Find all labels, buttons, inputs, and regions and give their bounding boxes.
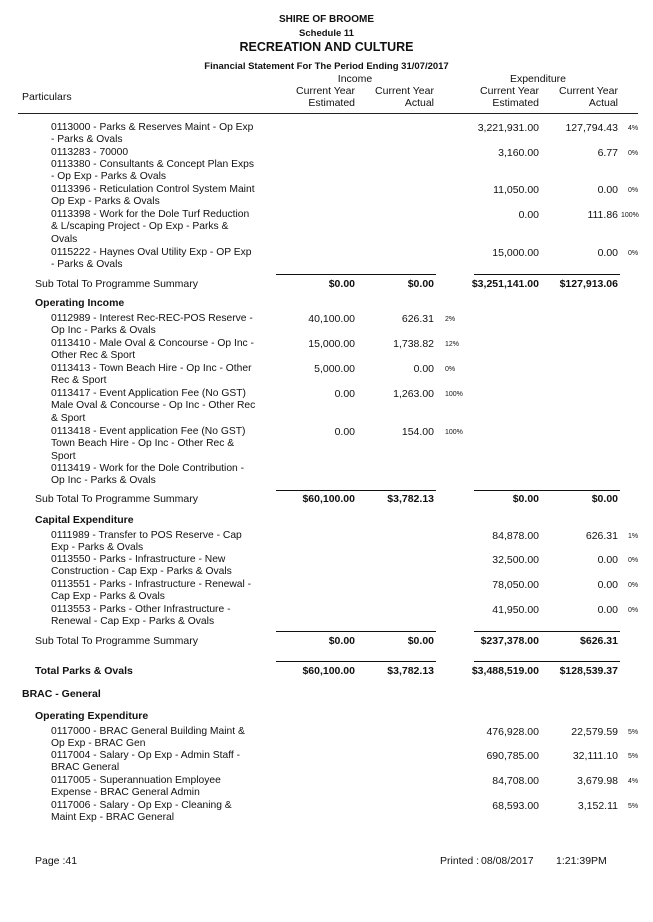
expenditure-total-rule	[474, 661, 620, 662]
total-inc-actual: $3,782.13	[387, 665, 434, 677]
row-desc: 0113550 - Parks - Infrastructure - New Construction - Cap Exp - Parks & Ovals	[51, 554, 232, 578]
expenditure-subtotal-rule	[474, 274, 620, 275]
income-total-rule	[276, 661, 436, 662]
row-desc: 0117004 - Salary - Op Exp - Admin Staff - BRAC General	[51, 750, 241, 774]
header-divider	[18, 113, 638, 114]
row-desc: 0112989 - Interest Rec-REC-POS Reserve - Op Inc - Parks & Ovals	[51, 313, 253, 337]
section-heading: Capital Expenditure	[35, 514, 134, 526]
total-exp-estimated: $3,488,519.00	[471, 665, 539, 677]
row-desc: 0117005 - Superannuation Employee Expense - BRAC General Admin	[51, 775, 221, 799]
percent-value: 4%	[628, 778, 639, 785]
percent-value: 0%	[628, 557, 639, 564]
subtotal-exp-estimated: $0.00	[512, 493, 539, 505]
subtotal-exp-actual: $626.31	[580, 635, 618, 647]
subtotal-exp-estimated: $3,251,141.00	[471, 278, 539, 290]
exp-estimated-value: 68,593.00	[492, 800, 539, 812]
exp-est-header-line2: Estimated	[492, 97, 539, 109]
exp-actual-value: 127,794.43	[565, 122, 618, 134]
inc-estimated-value: 40,100.00	[308, 313, 355, 325]
percent-value: 5%	[628, 753, 639, 760]
exp-estimated-value: 15,000.00	[492, 247, 539, 259]
subtotal-exp-estimated: $237,378.00	[480, 635, 539, 647]
row-desc: 0113398 - Work for the Dole Turf Reduction & L/scaping Project - Op Exp - Parks & Ovals	[51, 209, 250, 245]
exp-estimated-value: 78,050.00	[492, 579, 539, 591]
inc-est-header-line2: Estimated	[308, 97, 355, 109]
exp-estimated-value: 11,050.00	[493, 184, 539, 196]
inc-estimated-value: 15,000.00	[308, 338, 355, 350]
subtotal-exp-actual: $127,913.06	[559, 278, 618, 290]
subtotal-label: Sub Total To Programme Summary	[35, 635, 199, 647]
exp-estimated-value: 3,221,931.00	[477, 122, 539, 134]
exp-estimated-value: 41,950.00	[492, 604, 539, 616]
exp-actual-value: 0.00	[597, 554, 618, 566]
row-desc: 0117006 - Salary - Op Exp - Cleaning & Maint Exp - BRAC General	[51, 800, 232, 824]
exp-actual-value: 6.77	[597, 147, 618, 159]
subtotal-inc-estimated: $0.00	[328, 635, 355, 647]
percent-value: 0%	[628, 150, 639, 157]
row-desc: 0113418 - Event application Fee (No GST) Town Beach Hire - Op Inc - Other Rec & Sport	[51, 426, 246, 462]
total-label: Total Parks & Ovals	[35, 665, 133, 677]
printed-date: 08/08/2017	[481, 855, 534, 867]
percent-value: 5%	[628, 803, 639, 810]
row-desc: 0113553 - Parks - Other Infrastructure - Renewal - Cap Exp - Parks & Ovals	[51, 604, 231, 628]
expenditure-group-header: Expenditure	[509, 73, 567, 85]
exp-estimated-value: 32,500.00	[492, 554, 539, 566]
exp-actual-value: 111.86	[587, 209, 618, 221]
percent-value: 0%	[445, 366, 456, 373]
percent-value: 100%	[445, 429, 463, 436]
percent-value: 1%	[628, 533, 639, 540]
row-desc: 0113551 - Parks - Infrastructure - Renewal - Cap Exp - Parks & Ovals	[51, 579, 252, 603]
row-desc: 0113417 - Event Application Fee (No GST) Male Oval & Concourse - Op Inc - Other Rec & Sport	[51, 388, 256, 424]
exp-actual-value: 0.00	[597, 184, 618, 196]
subtotal-inc-estimated: $60,100.00	[302, 493, 355, 505]
inc-actual-value: 0.00	[413, 363, 434, 375]
income-group-header: Income	[337, 73, 373, 85]
row-desc: 0111989 - Transfer to POS Reserve - Cap Exp - Parks & Ovals	[51, 530, 242, 554]
total-inc-estimated: $60,100.00	[302, 665, 355, 677]
percent-value: 4%	[628, 125, 639, 132]
exp-estimated-value: 476,928.00	[486, 726, 539, 738]
schedule-label: Schedule 11	[299, 28, 354, 39]
subtotal-inc-estimated: $0.00	[328, 278, 355, 290]
row-desc: 0113419 - Work for the Dole Contribution - Op Inc - Parks & Ovals	[51, 463, 245, 487]
exp-actual-value: 22,579.59	[571, 726, 618, 738]
subtotal-exp-actual: $0.00	[591, 493, 618, 505]
percent-value: 5%	[628, 729, 639, 736]
row-desc: 0113380 - Consultants & Concept Plan Exps - Op Exp - Parks & Ovals	[51, 159, 255, 183]
inc-actual-value: 626.31	[401, 313, 434, 325]
printed-label: Printed :	[440, 855, 480, 867]
inc-estimated-value: 0.00	[334, 426, 355, 438]
particulars-header: Particulars	[22, 91, 72, 103]
inc-act-header-line1: Current Year	[375, 85, 434, 97]
row-desc: 0117000 - BRAC General Building Maint & Op Exp - BRAC Gen	[51, 726, 245, 750]
exp-estimated-value: 84,708.00	[492, 775, 539, 787]
row-desc: 0115222 - Haynes Oval Utility Exp - OP Exp - Parks & Ovals	[51, 247, 252, 271]
expenditure-subtotal-rule	[474, 631, 620, 632]
row-desc: 0113396 - Reticulation Control System Maint Op Exp - Parks & Ovals	[51, 184, 255, 208]
inc-actual-value: 1,263.00	[393, 388, 434, 400]
section-heading: Operating Income	[35, 297, 125, 309]
report-title: RECREATION AND CULTURE	[239, 40, 414, 54]
row-desc: 0113283 - 70000	[51, 147, 129, 158]
exp-est-header-line1: Current Year	[480, 85, 539, 97]
exp-actual-value: 32,111.10	[572, 750, 618, 762]
exp-actual-value: 0.00	[597, 604, 618, 616]
percent-value: 0%	[628, 582, 639, 589]
exp-act-header-line1: Current Year	[559, 85, 618, 97]
percent-value: 0%	[628, 250, 639, 257]
percent-value: 100%	[445, 391, 463, 398]
percent-value: 0%	[628, 187, 639, 194]
row-desc: 0113410 - Male Oval & Concourse - Op Inc - Other Rec & Sport	[51, 338, 254, 362]
expenditure-subtotal-rule	[474, 490, 620, 491]
income-subtotal-rule	[276, 631, 436, 632]
section-heading: Operating Expenditure	[35, 710, 149, 722]
subtotal-label: Sub Total To Programme Summary	[35, 278, 199, 290]
subtotal-label: Sub Total To Programme Summary	[35, 493, 199, 505]
income-subtotal-rule	[276, 274, 436, 275]
percent-value: 100%	[621, 212, 639, 219]
inc-actual-value: 154.00	[401, 426, 434, 438]
income-subtotal-rule	[276, 490, 436, 491]
org-name: SHIRE OF BROOME	[278, 14, 374, 25]
page-number: Page :41	[35, 855, 78, 867]
exp-act-header-line2: Actual	[588, 97, 618, 109]
group-title: BRAC - General	[22, 688, 101, 700]
percent-value: 0%	[628, 607, 639, 614]
inc-actual-value: 1,738.82	[393, 338, 434, 350]
exp-actual-value: 3,152.11	[577, 800, 618, 812]
printed-time: 1:21:39PM	[556, 855, 607, 867]
row-desc: 0113000 - Parks & Reserves Maint - Op Exp - Parks & Ovals	[51, 122, 254, 146]
exp-estimated-value: 690,785.00	[486, 750, 539, 762]
exp-actual-value: 626.31	[585, 530, 618, 542]
report-subtitle: Financial Statement For The Period Ending 31/07/2017	[204, 61, 449, 72]
inc-estimated-value: 0.00	[334, 388, 355, 400]
exp-estimated-value: 0.00	[518, 209, 539, 221]
subtotal-inc-actual: $0.00	[407, 635, 434, 647]
percent-value: 12%	[445, 341, 460, 348]
percent-value: 2%	[445, 316, 456, 323]
exp-actual-value: 3,679.98	[577, 775, 618, 787]
subtotal-inc-actual: $3,782.13	[387, 493, 434, 505]
exp-estimated-value: 3,160.00	[498, 147, 539, 159]
inc-estimated-value: 5,000.00	[314, 363, 355, 375]
inc-act-header-line2: Actual	[404, 97, 434, 109]
total-exp-actual: $128,539.37	[559, 665, 618, 677]
inc-est-header-line1: Current Year	[296, 85, 355, 97]
row-desc: 0113413 - Town Beach Hire - Op Inc - Other Rec & Sport	[51, 363, 252, 387]
subtotal-inc-actual: $0.00	[407, 278, 434, 290]
exp-actual-value: 0.00	[597, 579, 618, 591]
exp-actual-value: 0.00	[597, 247, 618, 259]
exp-estimated-value: 84,878.00	[492, 530, 539, 542]
